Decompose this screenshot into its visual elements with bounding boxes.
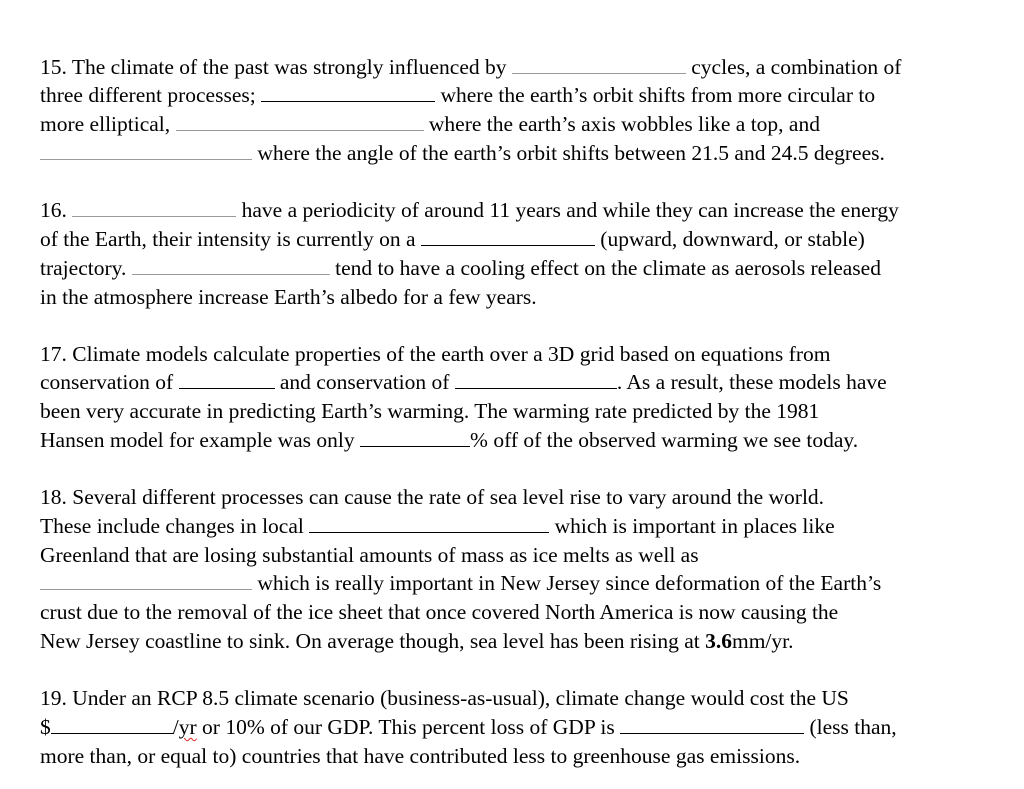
q17-line-1: 17. Climate models calculate properties of the earth over a 3D grid based on equations from [40,342,831,366]
q15-blank-obliquity[interactable] [40,141,252,160]
q18-line-2: These include changes in local which is important in places like [40,514,835,538]
q18-blank-rebound[interactable] [40,571,252,590]
q18-line-4: which is really important in New Jersey since deformation of the Earth’s [40,569,881,597]
q16-blank-sunspots[interactable] [72,198,236,217]
q16-line-1: 16. have a periodicity of around 11 years and while they can increase the energy [40,198,899,222]
q15-line-2: three different processes; where the earth’s orbit shifts from more circular to [40,83,876,107]
q16-line-2: of the Earth, their intensity is currently on a (upward, downward, or stable) [40,227,865,251]
q16-line-3: trajectory. tend to have a cooling effect on the climate as aerosols released [40,256,881,280]
q18-line-6: New Jersey coastline to sink. On average though, sea level has been rising at 3.6mm/yr. [40,629,794,653]
q19-blank-cost[interactable] [51,715,173,734]
q19-line-3: more than, or equal to) countries that have contributed less to greenhouse gas emissions. [40,744,801,768]
q17-line-4: Hansen model for example was only % off of the observed warming we see today. [40,428,859,452]
q19-blank-comparison[interactable] [620,715,804,734]
q15-blank-eccentricity[interactable] [261,83,435,102]
q18-line-5: crust due to the removal of the ice sheet that once covered North America is now causing the [40,600,839,624]
q17-blank-percent[interactable] [360,428,470,447]
q15-line-3: more elliptical, where the earth’s axis wobbles like a top, and [40,112,820,136]
q18-blank-gravity[interactable] [309,514,549,533]
q19-line-2: $ /yr or 10% of our GDP. This percent loss of GDP is (less than, [40,715,897,739]
q17-line-3: been very accurate in predicting Earth’s warming. The warming rate predicted by the 1981 [40,399,820,423]
q17-blank-conservation-1[interactable] [179,370,275,389]
q18-line-1: 18. Several different processes can cause the rate of sea level rise to vary around the world. [40,485,825,509]
q19-line-1: 19. Under an RCP 8.5 climate scenario (business-as-usual), climate change would cost the US [40,686,849,710]
q16-line-4: in the atmosphere increase Earth’s albedo for a few years. [40,285,537,309]
q15-blank-cycles[interactable] [512,55,686,74]
q15-line-4: where the angle of the earth’s orbit shifts between 21.5 and 24.5 degrees. [40,139,885,167]
q17-blank-conservation-2[interactable] [455,370,617,389]
q16-blank-trajectory[interactable] [421,227,595,246]
q15-blank-precession[interactable] [176,112,424,131]
q18-line-3: Greenland that are losing substantial amounts of mass as ice melts as well as [40,543,699,567]
q17-line-2: conservation of and conservation of . As a result, these models have [40,370,887,394]
q15-line-1: 15. The climate of the past was strongly influenced by cycles, a combination of [40,55,902,79]
q16-blank-volcanoes[interactable] [132,256,330,275]
spellcheck-underline: yr [178,715,197,739]
sea-level-rate-value: 3.6 [705,629,732,653]
